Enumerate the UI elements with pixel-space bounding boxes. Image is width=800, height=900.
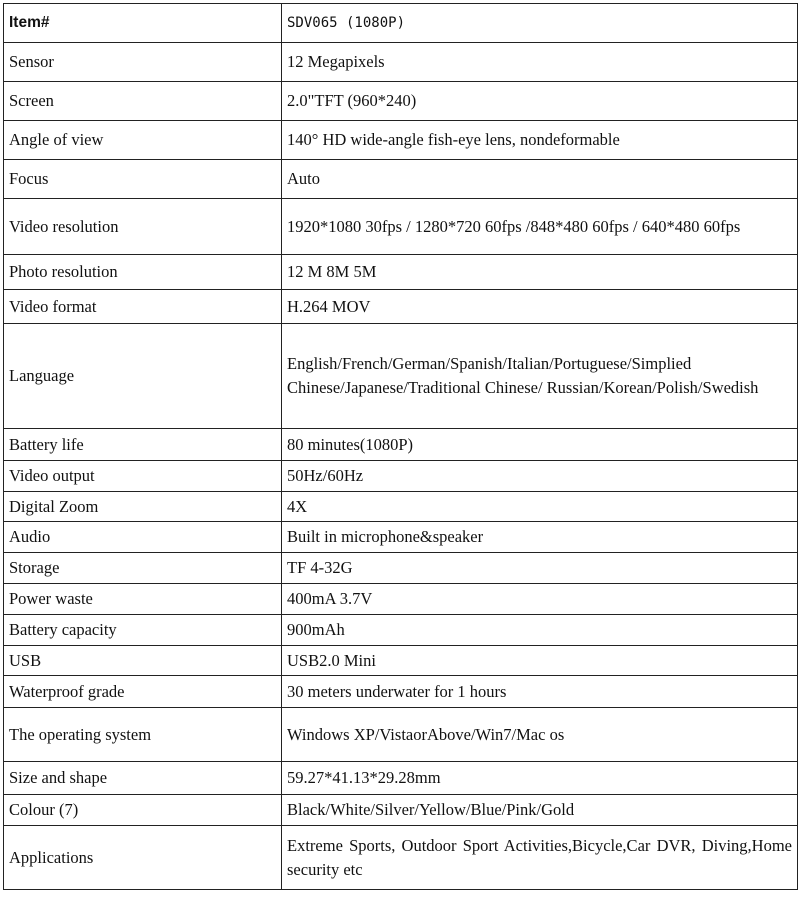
row-key: Applications — [4, 826, 282, 890]
row-value: 2.0"TFT (960*240) — [282, 82, 798, 121]
table-row — [4, 676, 798, 708]
header-key-cell: Item# — [4, 4, 282, 43]
table-row — [4, 826, 798, 890]
table-row — [4, 82, 798, 121]
row-key: Video output — [4, 461, 282, 492]
row-value: 900mAh — [282, 615, 798, 646]
table-row — [4, 43, 798, 82]
row-value: 1920*1080 30fps / 1280*720 60fps /848*480 60fps / 640*480 60fps — [282, 199, 798, 255]
row-key: Battery life — [4, 429, 282, 461]
row-value: 400mA 3.7V — [282, 584, 798, 615]
table-row — [4, 646, 798, 676]
table-row — [4, 795, 798, 826]
table-row — [4, 324, 798, 429]
row-value: English/French/German/Spanish/Italian/Portuguese/Simplied Chinese/Japanese/Traditional Chinese/ Russian/Korean/Polish/Swedish — [282, 324, 798, 429]
table-row — [4, 553, 798, 584]
row-key: Angle of view — [4, 121, 282, 160]
row-key: Colour (7) — [4, 795, 282, 826]
table-row — [4, 121, 798, 160]
table-row — [4, 492, 798, 522]
row-key: Audio — [4, 522, 282, 553]
row-value: 30 meters underwater for 1 hours — [282, 676, 798, 708]
table-row — [4, 461, 798, 492]
table-row — [4, 708, 798, 762]
row-key: Focus — [4, 160, 282, 199]
row-key: Photo resolution — [4, 255, 282, 290]
row-value: 12 Megapixels — [282, 43, 798, 82]
row-value: Extreme Sports, Outdoor Sport Activities,Bicycle,Car DVR, Diving,Home security etc — [282, 826, 798, 890]
row-value: Windows XP/VistaorAbove/Win7/Mac os — [282, 708, 798, 762]
row-key: Size and shape — [4, 762, 282, 795]
table-row — [4, 762, 798, 795]
table-row — [4, 429, 798, 461]
row-value: 12 M 8M 5M — [282, 255, 798, 290]
spec-table — [3, 3, 798, 890]
table-row — [4, 615, 798, 646]
row-value: 140° HD wide-angle fish-eye lens, nondeformable — [282, 121, 798, 160]
row-value: USB2.0 Mini — [282, 646, 798, 676]
row-key: Video format — [4, 290, 282, 324]
row-value: TF 4-32G — [282, 553, 798, 584]
row-key: Battery capacity — [4, 615, 282, 646]
row-value: Black/White/Silver/Yellow/Blue/Pink/Gold — [282, 795, 798, 826]
table-row — [4, 160, 798, 199]
row-value: Auto — [282, 160, 798, 199]
row-value: Built in microphone&speaker — [282, 522, 798, 553]
row-key: Screen — [4, 82, 282, 121]
row-key: Digital Zoom — [4, 492, 282, 522]
table-row — [4, 584, 798, 615]
header-value-cell: SDV065 (1080P) — [282, 4, 798, 43]
table-row — [4, 522, 798, 553]
row-key: Waterproof grade — [4, 676, 282, 708]
row-key: Sensor — [4, 43, 282, 82]
row-key: Storage — [4, 553, 282, 584]
row-key: The operating system — [4, 708, 282, 762]
row-value: 59.27*41.13*29.28mm — [282, 762, 798, 795]
row-key: USB — [4, 646, 282, 676]
table-row — [4, 255, 798, 290]
row-value: 80 minutes(1080P) — [282, 429, 798, 461]
row-value: H.264 MOV — [282, 290, 798, 324]
row-key: Power waste — [4, 584, 282, 615]
table-row — [4, 199, 798, 255]
table-row — [4, 290, 798, 324]
row-value: 4X — [282, 492, 798, 522]
row-key: Language — [4, 324, 282, 429]
table-header-row — [4, 4, 798, 43]
row-key: Video resolution — [4, 199, 282, 255]
row-value: 50Hz/60Hz — [282, 461, 798, 492]
